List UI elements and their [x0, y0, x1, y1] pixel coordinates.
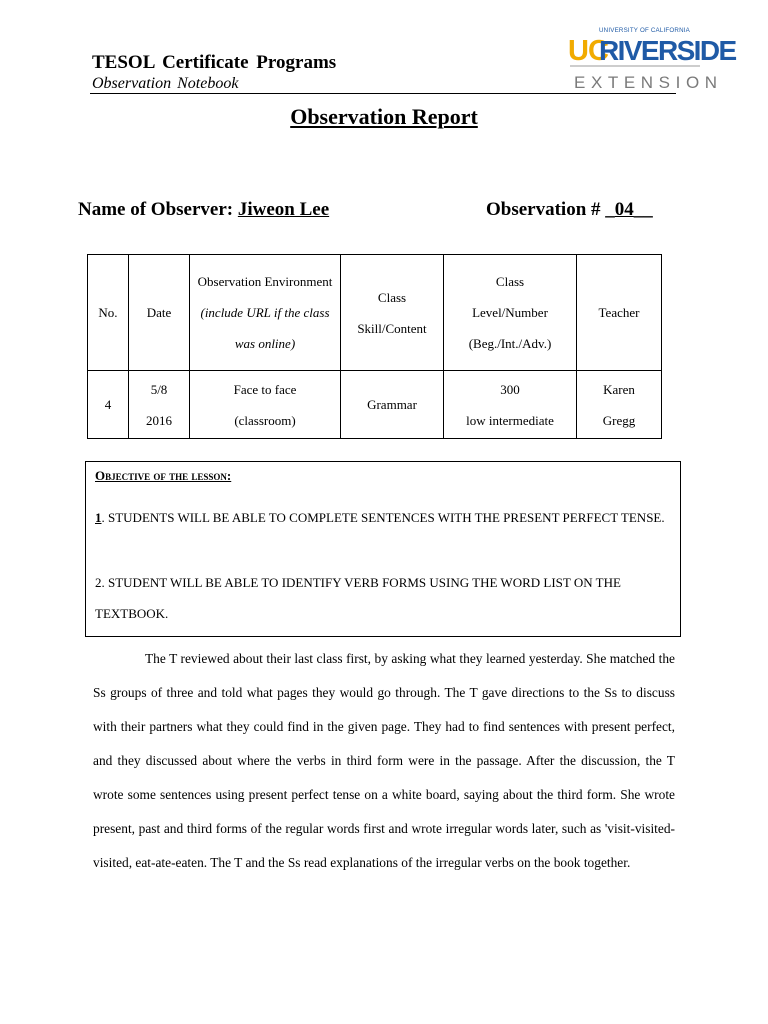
cell-environment: Face to face (classroom)	[190, 371, 341, 439]
notebook-subtitle: Observation Notebook	[92, 75, 239, 92]
header-no: No.	[88, 255, 129, 371]
table-header-row	[88, 255, 662, 371]
cell-date: 5/8 2016	[129, 371, 190, 439]
logo-riverside-text: RIVERSIDE	[599, 35, 736, 66]
observation-paragraph: The T reviewed about their last class first, by asking what they learned yesterday. She matched the Ss groups of three and told what pages they would go through. The T gave directions to the Ss to discuss with their partners what they could find in the given page. They had to find sentences with present perfect, and they discussed about where the verbs in third form were in the passage. After the discussion, the T wrote some sentences using present perfect tense on a white board, saying about the third form. She wrote present, past and third forms of the regular words first and wrote irregular words later, such as 'visit-visited-visited, eat-ate-eaten. The T and the Ss read explanations of the irregular verbs on the book together.	[93, 651, 675, 870]
header-skill: Class Skill/Content	[341, 255, 444, 371]
observation-number: Observation # _04__	[486, 199, 653, 220]
objective-box	[85, 461, 681, 637]
observer-name: Name of Observer: Jiweon Lee	[78, 199, 330, 220]
ucr-extension-logo	[568, 24, 736, 94]
table-row	[88, 371, 662, 439]
observation-table	[87, 254, 662, 439]
observer-name-value: Jiweon Lee	[237, 199, 330, 220]
header-teacher: Teacher	[577, 255, 662, 371]
objective-item-2: 2. STUDENT WILL BE ABLE TO IDENTIFY VERB FORMS USING THE WORD LIST ON THE TEXTBOOK.	[95, 575, 621, 621]
report-title: Observation Report	[290, 104, 478, 129]
header-date: Date	[129, 255, 190, 371]
logo-uc-text: UC	[568, 35, 608, 67]
cell-skill: Grammar	[341, 371, 444, 439]
logo-university-text: UNIVERSITY OF CALIFORNIA	[599, 27, 690, 34]
objective-item-1: 1. STUDENTS WILL BE ABLE TO COMPLETE SENTENCES WITH THE PRESENT PERFECT TENSE.	[95, 510, 665, 525]
header-environment: Observation Environment (include URL if the class was online)	[190, 255, 341, 371]
objective-heading: Objective of the lesson:	[95, 468, 232, 483]
header-level: Class Level/Number (Beg./Int./Adv.)	[444, 255, 577, 371]
cell-no: 4	[88, 371, 129, 439]
cell-level: 300 low intermediate	[444, 371, 577, 439]
program-title: TESOL Certificate Programs	[92, 52, 337, 73]
logo-extension-text: EXTENSION	[574, 73, 723, 92]
cell-teacher: Karen Gregg	[577, 371, 662, 439]
observation-number-value: 04	[614, 199, 634, 220]
